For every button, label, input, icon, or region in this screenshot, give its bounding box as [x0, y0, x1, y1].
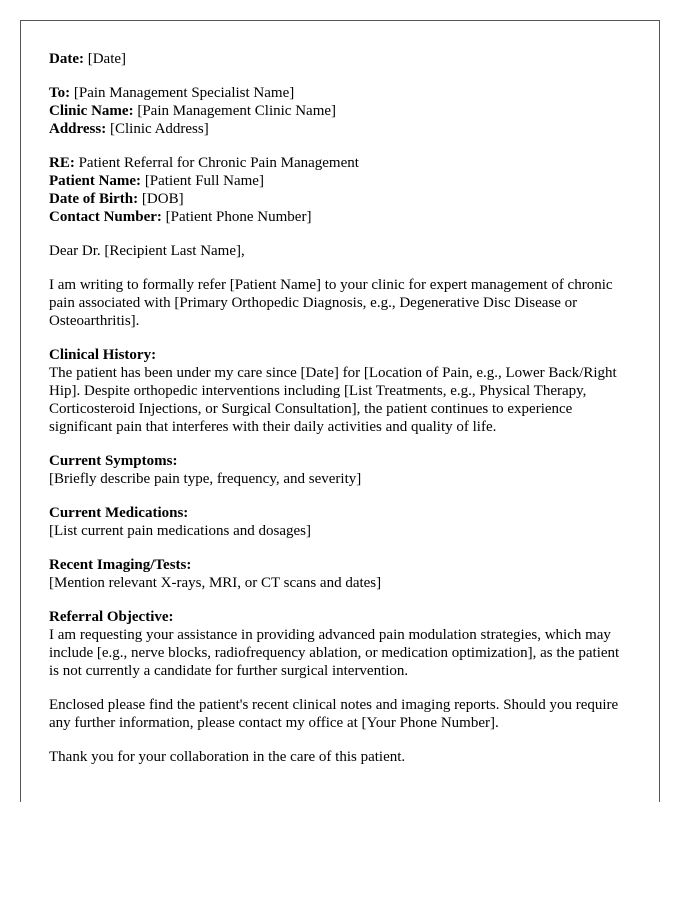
subject-block [49, 154, 631, 226]
re-label: RE: [49, 155, 75, 171]
closing-paragraph: Thank you for your collaboration in the care of this patient. [49, 749, 406, 765]
current-symptoms-text: [Briefly describe pain type, frequency, and severity] [49, 471, 362, 487]
current-medications-text: [List current pain medications and dosages] [49, 523, 312, 539]
dob-label: Date of Birth: [49, 191, 139, 207]
referral-objective-text: I am requesting your assistance in providing advanced pain modulation strategies, which may include [e.g., nerve blocks, radiofrequency ablation, or medication optimization], as the patient is not currently a candidate for further surgical intervention. [49, 627, 620, 679]
patient-name-value: [Patient Full Name] [144, 173, 264, 189]
re-value: Patient Referral for Chronic Pain Management [78, 155, 359, 171]
referral-objective-section [49, 608, 629, 680]
address-line [49, 120, 631, 138]
date-value: [Date] [87, 51, 127, 67]
patient-name-line [49, 172, 631, 190]
clinic-value: [Pain Management Clinic Name] [137, 103, 337, 119]
referral-objective-heading: Referral Objective: [49, 609, 174, 625]
clinic-label: Clinic Name: [49, 103, 134, 119]
clinical-history-text: The patient has been under my care since [Date] for [Location of Pain, e.g., Lower Back/Right Hip]. Despite orthopedic interventions including [List Treatments, e.g., Physical Therapy, Corticosteroid Injections, or Surgical Consultation], the patient continues to experience significant pain that interferes with their daily activities and quality of life. [49, 365, 617, 435]
dob-value: [DOB] [141, 191, 184, 207]
enclosure-paragraph: Enclosed please find the patient's recent clinical notes and imaging reports. Should you require any further information, please contact my office at [Your Phone Number]. [49, 697, 619, 731]
contact-line [49, 208, 631, 226]
date-block [49, 50, 631, 68]
date-line [49, 50, 631, 68]
contact-label: Contact Number: [49, 209, 162, 225]
to-line [49, 84, 631, 102]
recent-imaging-text: [Mention relevant X-rays, MRI, or CT scans and dates] [49, 575, 382, 591]
date-label: Date: [49, 51, 84, 67]
to-label: To: [49, 85, 71, 101]
contact-value: [Patient Phone Number] [165, 209, 312, 225]
recipient-block [49, 84, 631, 138]
clinic-line [49, 102, 631, 120]
current-symptoms-heading: Current Symptoms: [49, 453, 178, 469]
to-value: [Pain Management Specialist Name] [73, 85, 295, 101]
address-label: Address: [49, 121, 107, 137]
clinical-history-section [49, 346, 629, 436]
referral-letter [20, 20, 660, 802]
patient-name-label: Patient Name: [49, 173, 142, 189]
clinical-history-heading: Clinical History: [49, 347, 157, 363]
recent-imaging-heading: Recent Imaging/Tests: [49, 557, 192, 573]
current-medications-heading: Current Medications: [49, 505, 189, 521]
current-symptoms-section [49, 452, 629, 488]
re-line [49, 154, 631, 172]
dob-line [49, 190, 631, 208]
intro-paragraph: I am writing to formally refer [Patient Name] to your clinic for expert management of chronic pain associated with [Primary Orthopedic Diagnosis, e.g., Degenerative Disc Disease or Osteoarthritis]. [49, 277, 613, 329]
current-medications-section [49, 504, 629, 540]
address-value: [Clinic Address] [109, 121, 209, 137]
recent-imaging-section [49, 556, 629, 592]
salutation: Dear Dr. [Recipient Last Name], [49, 243, 245, 259]
